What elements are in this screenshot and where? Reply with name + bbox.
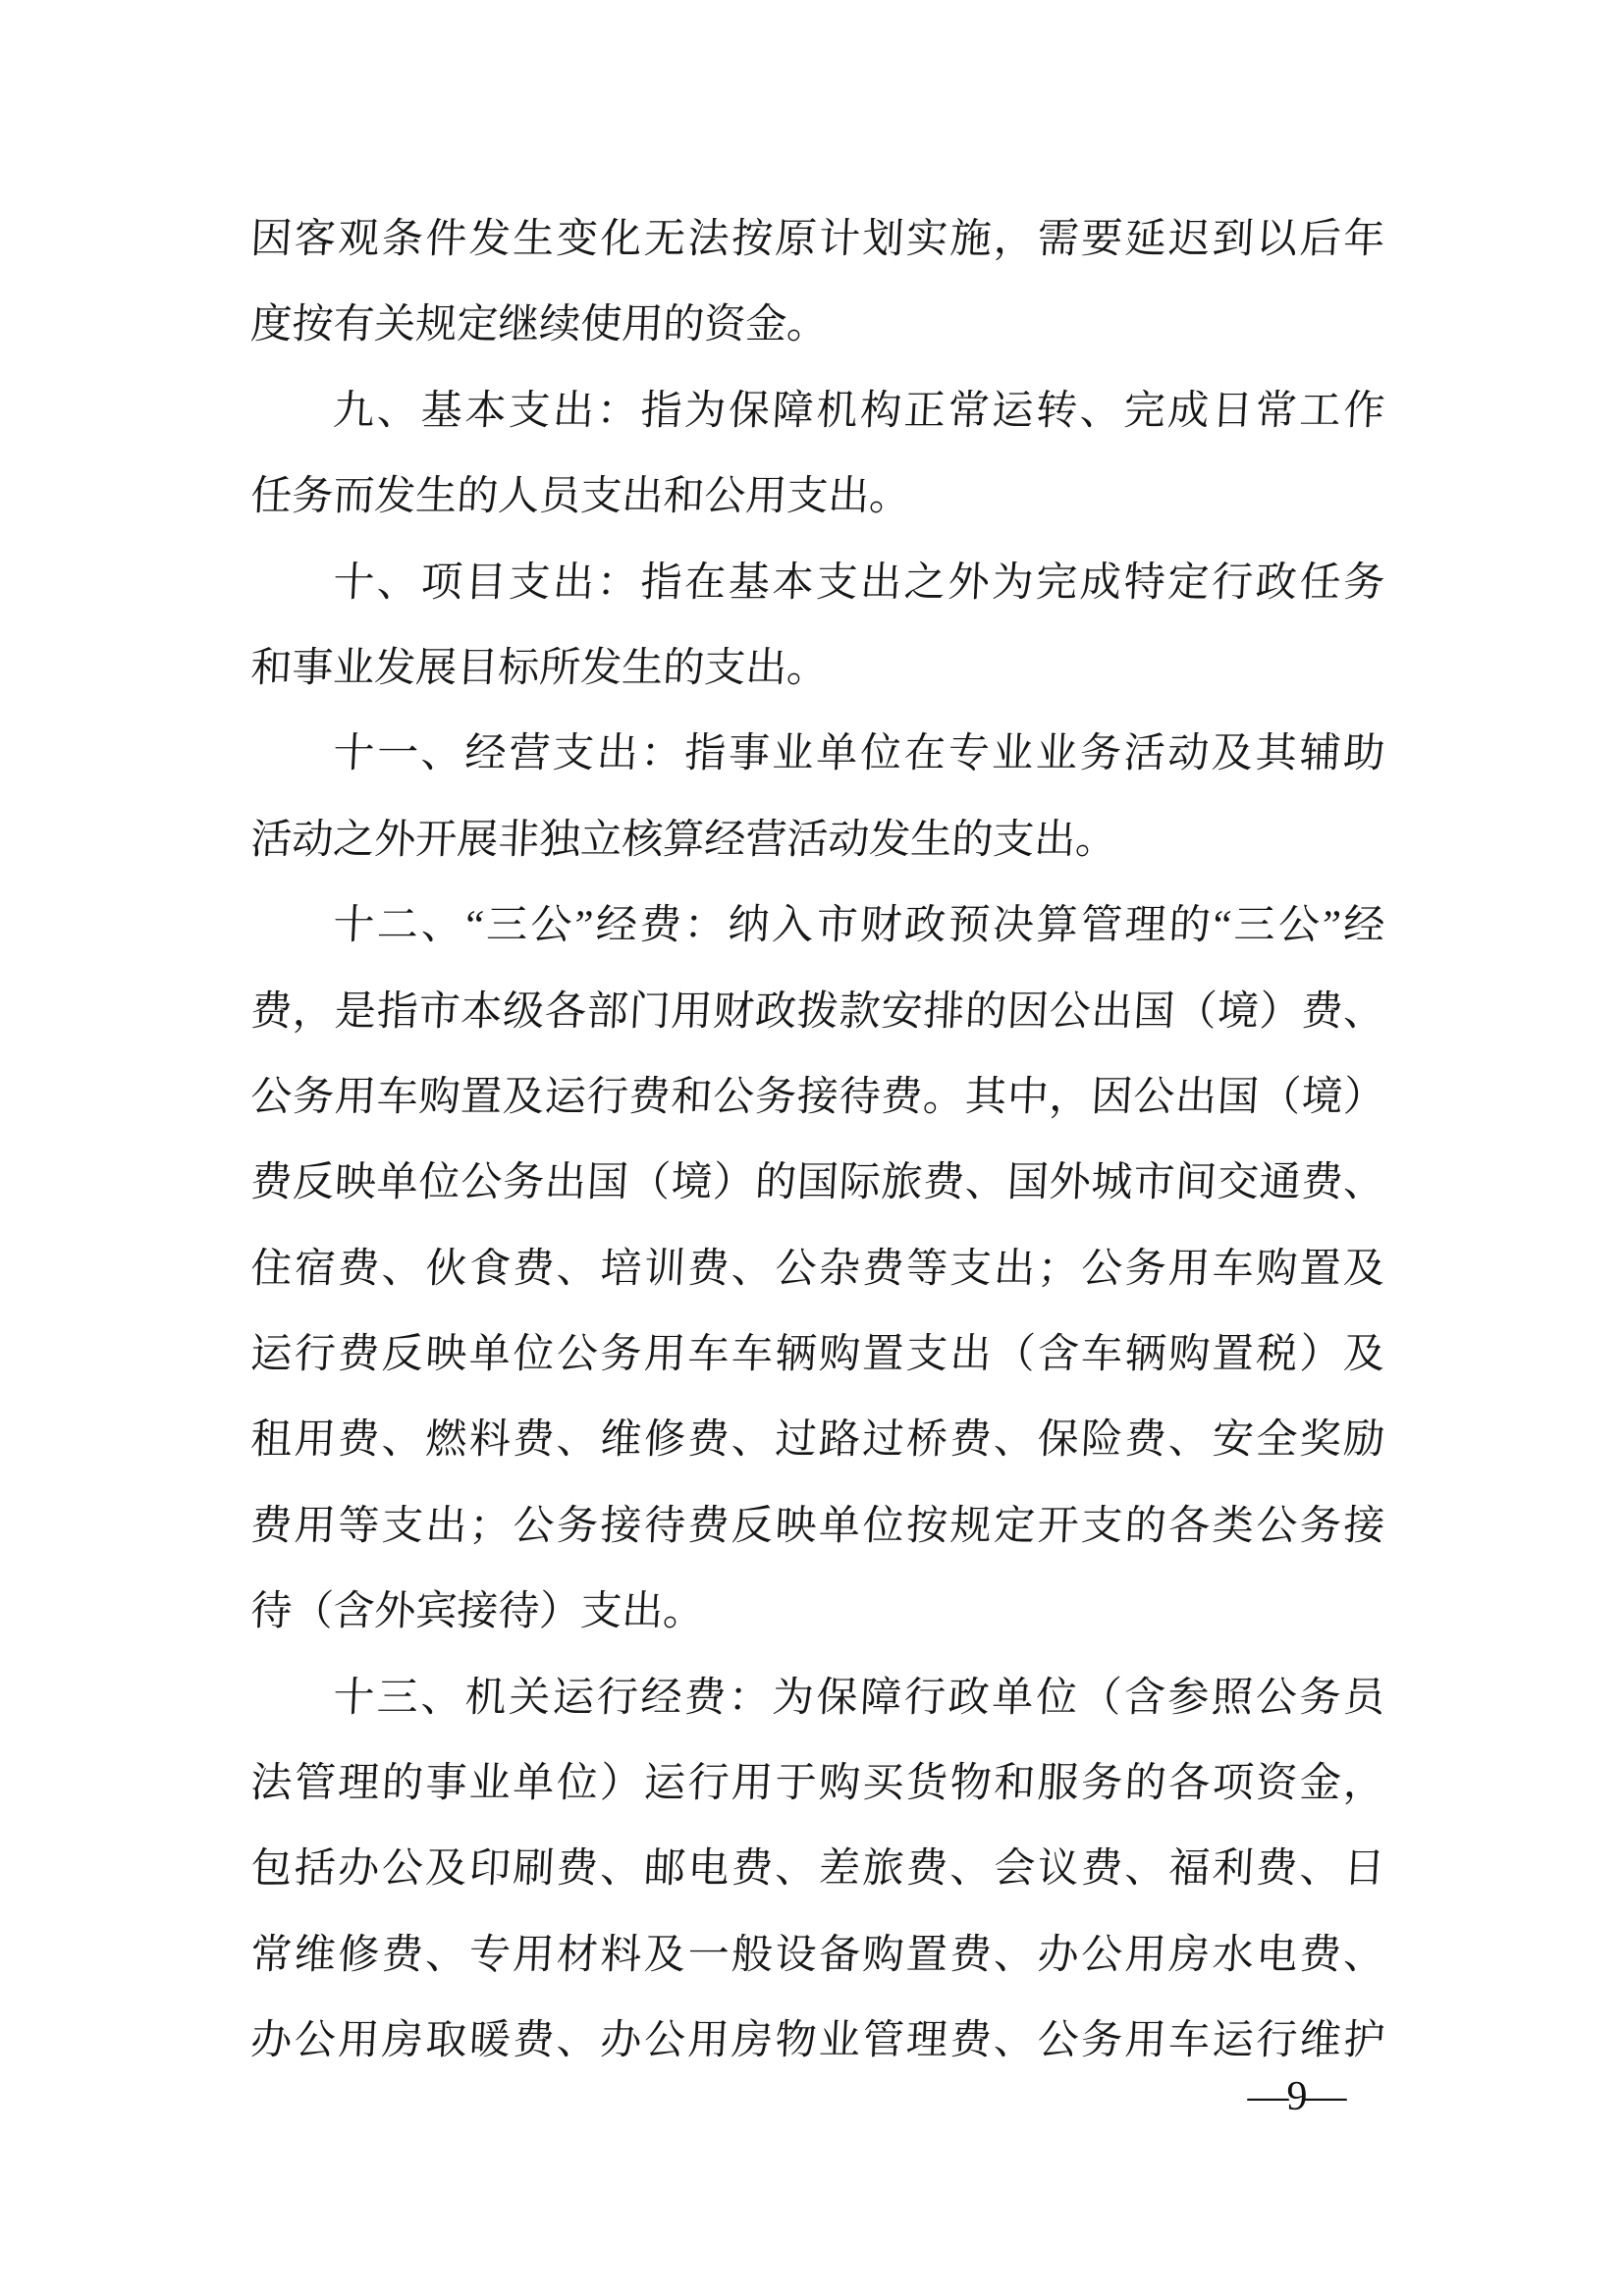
- text-line: 任务而发生的人员支出和公用支出。: [249, 474, 912, 520]
- text-line: 活动之外开展非独立核算经营活动发生的支出。: [249, 817, 1118, 863]
- text-line: 运行费反映单位公务用车车辆购置支出（含车辆购置税）及: [249, 1332, 1386, 1378]
- text-line: 九、基本支出：指为保障机构正常运转、完成日常工作: [332, 388, 1386, 434]
- text-line: 费用等支出；公务接待费反映单位按规定开支的各类公务接: [249, 1503, 1386, 1549]
- text-line: 常维修费、专用材料及一般设备购置费、办公用房水电费、: [249, 1932, 1386, 1978]
- text-line: 住宿费、伙食费、培训费、公杂费等支出；公务用车购置及: [249, 1246, 1386, 1292]
- text-line: 和事业发展目标所发生的支出。: [249, 645, 830, 691]
- text-line: 度按有关规定继续使用的资金。: [249, 302, 830, 348]
- text-line: 费反映单位公务出国（境）的国际旅费、国外城市间交通费、: [249, 1160, 1386, 1206]
- text-block: [248, 197, 1386, 2085]
- text-line: 费，是指市本级各部门用财政拨款安排的因公出国（境）费、: [249, 988, 1386, 1035]
- text-line: 公务用车购置及运行费和公务接待费。其中，因公出国（境）: [249, 1074, 1386, 1120]
- text-line: 待（含外宾接待）支出。: [249, 1589, 706, 1635]
- text-line: 因客观条件发生变化无法按原计划实施，需要延迟到以后年: [249, 217, 1386, 262]
- text-line: 法管理的事业单位）运行用于购买货物和服务的各项资金，: [249, 1761, 1386, 1807]
- text-line: 租用费、燃料费、维修费、过路过桥费、保险费、安全奖励: [249, 1417, 1386, 1464]
- page-number: —9—: [1247, 2074, 1345, 2119]
- text-line: 办公用房取暖费、办公用房物业管理费、公务用车运行维护: [249, 2018, 1386, 2064]
- text-line: 十、项目支出：指在基本支出之外为完成特定行政任务: [332, 560, 1386, 606]
- text-line: 十二、“三公”经费：纳入市财政预决算管理的“三公”经: [332, 903, 1386, 949]
- text-line: 十三、机关运行经费：为保障行政单位（含参照公务员: [332, 1675, 1386, 1721]
- text-line: 十一、经营支出：指事业单位在专业业务活动及其辅助: [332, 731, 1386, 777]
- text-line: 包括办公及印刷费、邮电费、差旅费、会议费、福利费、日: [249, 1846, 1386, 1893]
